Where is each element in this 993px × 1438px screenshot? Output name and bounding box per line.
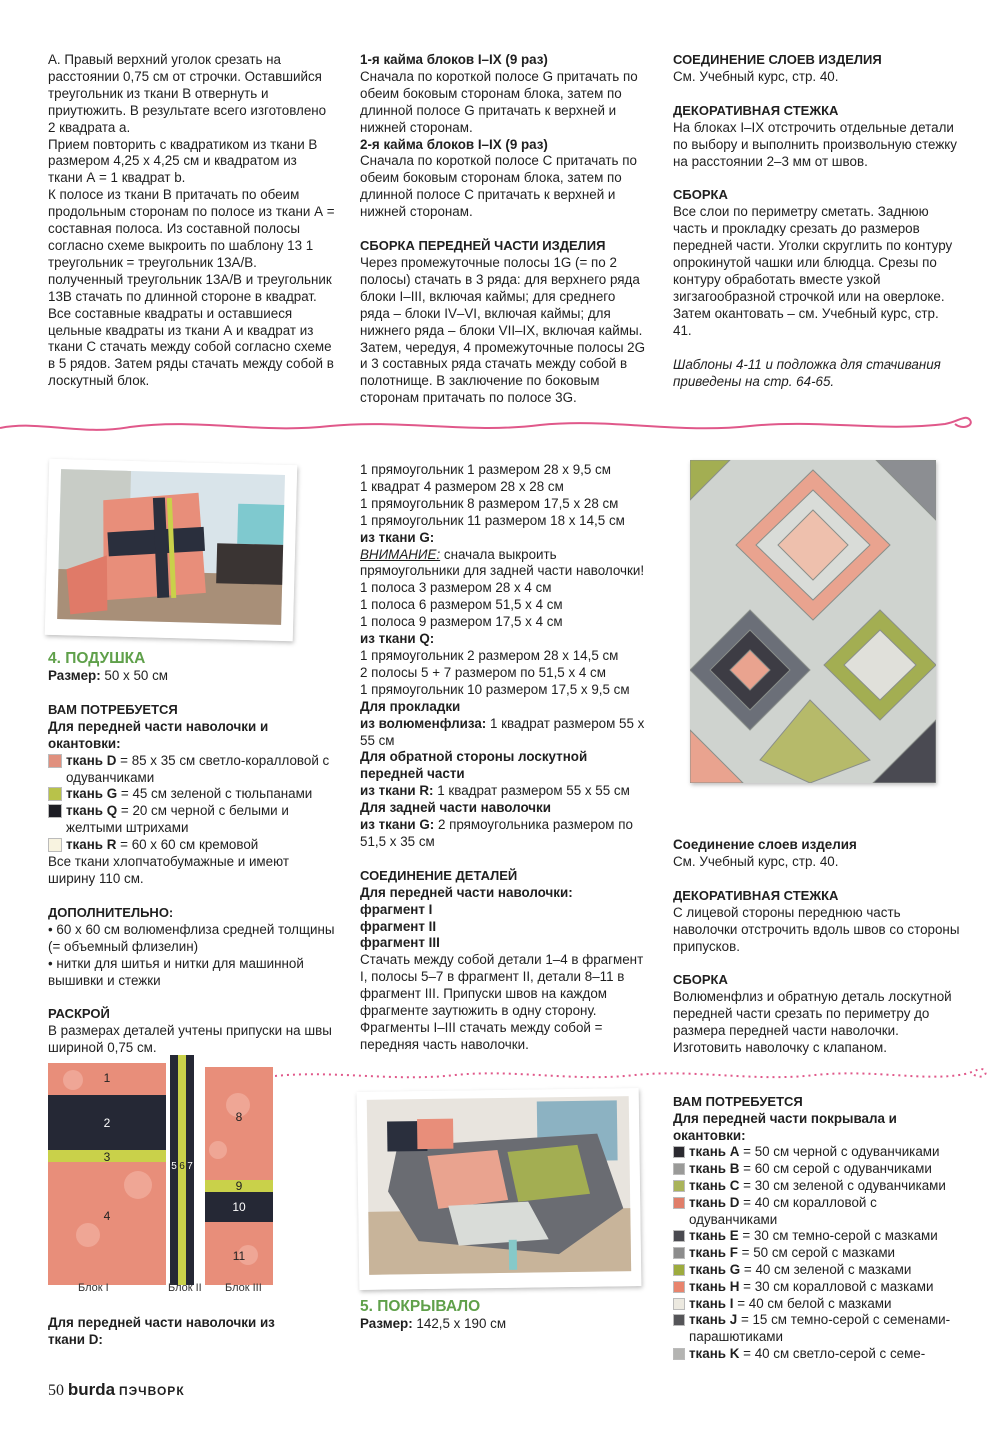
bed-photo <box>357 1088 642 1290</box>
cut-source: из ткани G: <box>360 817 435 833</box>
size-value: 142,5 х 190 см <box>416 1316 507 1331</box>
page-number: 50 <box>48 1382 64 1399</box>
fabric-name: ткань R <box>66 837 117 853</box>
swatch-fabric-g <box>48 787 62 801</box>
diagram-number: 8 <box>235 1110 243 1124</box>
fabric-name: ткань G <box>689 1261 741 1277</box>
join-subhead: Для передней части наволочки: <box>360 884 573 900</box>
join-text: См. Учебный курс, стр. 40. <box>673 68 839 84</box>
fabric-desc: = 40 см зеленой с мазками <box>743 1261 912 1277</box>
quilt-col3 <box>673 1094 963 1363</box>
extra-item: • нитки для шитья и нитки для машинной вышивки и стежки <box>48 955 304 988</box>
front-d-block <box>48 1315 298 1349</box>
diagram-label-block2: Блок II <box>168 1282 202 1294</box>
size-label: Размер: <box>48 668 101 683</box>
cut-line: 1 прямоугольник 8 размером 17,5 х 28 см <box>360 495 619 511</box>
cut-line <box>360 817 650 851</box>
pillow-cutting-diagram <box>48 1055 273 1285</box>
size-value: 50 х 50 см <box>104 668 168 683</box>
cut-subhead: Для обратной стороны лоскутной передней части <box>360 749 588 782</box>
fabric-desc: = 60 х 60 см кремовой <box>120 837 259 853</box>
fabric-row <box>48 803 338 837</box>
wavy-divider <box>275 1062 993 1088</box>
assembly-heading: СБОРКА <box>673 972 728 988</box>
stitch-text: На блоках I–IX отстрочить отдельные детали по выбору и выполнить произвольную стежку на расстоянии 2–3 мм от швов. <box>673 119 958 169</box>
paragraph: А. Правый верхний уголок срезать на расстоянии 0,75 см от строчки. Оставшийся треугольник из ткани В отвернуть и приутюжить. В результате всего изготовлено 2 квадрата а. <box>48 52 327 135</box>
quilt-photo <box>690 460 936 783</box>
paragraph: К полосе из ткани В притачать по обеим продольным сторонам по полосе из ткани А = составная полоса. Из составной полосы согласно схеме выкроить по шаблону 13 1 треугольник = треугольник 13А/В. полученный треугольник 13А/В и треугольник 13В стачать по длинной стороне в квадрат. <box>48 187 335 304</box>
swatch-fabric-f <box>673 1247 685 1259</box>
quilt-title-block <box>360 1297 640 1333</box>
fabric-desc: = 30 см коралловой с мазками <box>743 1278 934 1294</box>
swatch-fabric-g <box>673 1264 685 1276</box>
pillow-photo <box>45 459 298 641</box>
cut-detail: 2 прямоугольника размером по 51,5 х 35 см <box>360 817 633 849</box>
cut-subhead: из ткани G: <box>360 529 435 545</box>
assembly-text: Все слои по периметру сметать. Заднюю часть и прокладку срезать до размеров передней части. Уголки скруглить по контуру опрокинутой чашки или блюдца. Срезы по контуру обработать вместе узкой зигзагообразной строчкой или на оверлоке. Затем окантовать – см. Учебный курс, стр. 41. <box>673 204 953 338</box>
size-label: Размер: <box>360 1316 413 1331</box>
cut-detail: 1 квадрат размером 55 х 55 см <box>360 715 645 748</box>
cut-source: из волюменфлиза: <box>360 715 487 731</box>
diagram-number: 4 <box>103 1209 111 1223</box>
fabric-name: ткань E <box>689 1228 739 1244</box>
fabric-name: ткань Q <box>66 803 118 819</box>
diagram-number: 1 <box>103 1071 111 1085</box>
assembly-text: Затем, чередуя, 4 промежуточные полосы 2G и 3 составных ряда стачать между собой в полотнище. В заключение по боковым сторонам притачать по полосе 3G. <box>360 339 646 406</box>
cut-subhead: Для задней части наволочки <box>360 800 551 816</box>
fabric-desc: = 60 см серой с одуванчиками <box>743 1161 932 1177</box>
swatch-fabric-c <box>673 1180 685 1192</box>
swatch-fabric-i <box>673 1298 685 1310</box>
fabric-name: ткань I <box>689 1295 734 1311</box>
col3-top <box>673 52 961 390</box>
fabric-name: ткань A <box>689 1144 740 1160</box>
assembly-heading: СБОРКА <box>673 187 728 203</box>
swatch-fabric-e <box>673 1230 685 1242</box>
stitch-heading: ДЕКОРАТИВНАЯ СТЕЖКА <box>673 887 839 903</box>
assembly-text: Через промежуточные полосы 1G (= по 2 полосы) стачать в 3 ряда: для верхнего ряда блоки I–III, включая каймы; для среднего ряда – блоки IV–VI, включая каймы; для нижнего ряда – блоки VII–IX, включая каймы. <box>360 254 643 338</box>
fabric-desc: = 20 см черной с белыми и желтыми штрихами <box>66 803 289 836</box>
front-heading: Для передней части покрывала и окантовки: <box>673 1110 897 1143</box>
join-text: Стачать между собой детали 1–4 в фрагмент I, полосы 5–7 в фрагмент II, детали 8–11 в фрагмент III. Припуски швов на каждом фрагменте заутюжить в одну сторону. Фрагменты I–III стачать между собой = передняя часть наволочки. <box>360 952 644 1052</box>
fabric-row <box>673 1144 963 1161</box>
diagram-number: 9 <box>235 1179 243 1193</box>
fabric-row <box>673 1161 963 1178</box>
front-d-heading: Для передней части наволочки из ткани D: <box>48 1315 275 1347</box>
page-footer <box>48 1380 185 1400</box>
cut-line: 1 квадрат 4 размером 28 х 28 см <box>360 478 564 494</box>
cut-line: 2 полосы 5 + 7 размером по 51,5 х 4 см <box>360 664 606 680</box>
fabric-name: ткань J <box>689 1312 738 1328</box>
border2-heading: 2-я кайма блоков I–IX (9 раз) <box>360 136 548 152</box>
fabric-row <box>673 1195 963 1229</box>
diagram-number: 5 <box>171 1161 177 1172</box>
fabric-name: ткань K <box>689 1345 740 1361</box>
magazine-name: ПЭЧВОРК <box>119 1384 185 1398</box>
join-heading: Соединение слоев изделия <box>673 837 857 852</box>
fabric-row <box>48 786 338 803</box>
fabric-name: ткань H <box>689 1278 740 1294</box>
swatch-fabric-k <box>673 1348 685 1360</box>
cut-line: 1 прямоугольник 10 размером 17,5 х 9,5 см <box>360 681 630 697</box>
warning-label: ВНИМАНИЕ: <box>360 546 441 562</box>
fabric-row <box>673 1178 963 1195</box>
border2-text: Сначала по короткой полосе С притачать по обеим боковым сторонам блока, затем по длинной полосе С притачать к верхней и нижней сторонам. <box>360 153 637 220</box>
diagram-number: 6 <box>179 1161 185 1172</box>
cut-text: В размерах деталей учтены припуски на швы шириной 0,75 см. <box>48 1023 332 1056</box>
cut-line <box>360 783 650 800</box>
fabric-row <box>48 837 338 854</box>
fabric-desc: = 45 см зеленой с тюльпанами <box>120 786 313 802</box>
stitch-text: С лицевой стороны переднюю часть наволочки отстрочить вдоль швов со стороны припусков. <box>673 904 960 954</box>
fragment-label: фрагмент II <box>360 918 437 934</box>
fabric-name: ткань D <box>689 1194 740 1210</box>
join-heading: СОЕДИНЕНИЕ СЛОЕВ ИЗДЕЛИЯ <box>673 52 882 67</box>
diagram-label-block3: Блок III <box>225 1282 262 1294</box>
join-text: См. Учебный курс, стр. 40. <box>673 853 839 869</box>
fabric-desc: = 85 х 35 см светло-коралловой с одуванчиками <box>66 752 330 785</box>
assembly-heading: СБОРКА ПЕРЕДНЕЙ ЧАСТИ ИЗДЕЛИЯ <box>360 238 606 254</box>
assembly-text: Волюменфлиз и обратную деталь лоскутной передней части срезать по периметру до размера передней части наволочки. Изготовить наволочку с клапаном. <box>673 989 952 1056</box>
paragraph: Все составные квадраты и оставшиеся цельные квадраты из ткани А и квадрат из ткани С стачать между собой согласно схеме в 5 рядов. Затем ряды стачать между собой в лоскутный блок. <box>48 305 334 389</box>
warning-line <box>360 547 650 581</box>
fabric-desc: = 30 см темно-серой с мазками <box>742 1228 938 1244</box>
pillow-col1 <box>48 649 338 1057</box>
cut-line <box>360 716 650 750</box>
swatch-fabric-h <box>673 1281 685 1293</box>
fabric-row <box>673 1279 963 1296</box>
fabric-desc: = 50 см черной с одуванчиками <box>743 1144 940 1160</box>
pillow-col2 <box>360 462 650 1054</box>
fabric-name: ткань C <box>689 1177 740 1193</box>
border1-heading: 1-я кайма блоков I–IX (9 раз) <box>360 52 548 67</box>
cotton-note: Все ткани хлопчатобумажные и имеют ширину 110 см. <box>48 854 289 886</box>
cut-line: 1 полоса 3 размером 28 х 4 см <box>360 580 552 596</box>
cut-line: 1 прямоугольник 1 размером 28 х 9,5 см <box>360 462 611 477</box>
swatch-fabric-a <box>673 1146 685 1158</box>
pillow-col3 <box>673 837 963 1057</box>
col2-top <box>360 52 648 407</box>
fabric-desc: = 40 см белой с мазками <box>737 1295 892 1311</box>
fabric-desc: = 40 см коралловой с одуванчиками <box>689 1194 877 1227</box>
diagram-number: 2 <box>103 1116 111 1130</box>
swatch-fabric-b <box>673 1163 685 1175</box>
swatch-fabric-d <box>673 1197 685 1209</box>
fabric-row <box>673 1346 963 1363</box>
fabric-row <box>48 753 338 787</box>
swatch-fabric-r <box>48 838 62 852</box>
swatch-fabric-j <box>673 1314 685 1326</box>
pillow-title: 4. ПОДУШКА <box>48 650 146 667</box>
templates-note: Шаблоны 4-11 и подложка для стачивания приведены на стр. 64-65. <box>673 356 941 389</box>
fabric-row <box>673 1312 963 1346</box>
diagram-number: 10 <box>232 1200 246 1214</box>
fabric-row <box>673 1228 963 1245</box>
warning-text: сначала выкроить прямоугольники для задней части наволочки! <box>360 546 645 579</box>
border1-text: Сначала по короткой полосе G притачать по обеим боковым сторонам блока, затем по длинной полосе G притачать к верхней и нижней сторонам. <box>360 68 638 135</box>
fabric-desc: = 50 см серой с мазками <box>741 1245 896 1261</box>
stitch-heading: ДЕКОРАТИВНАЯ СТЕЖКА <box>673 102 839 118</box>
cut-subhead: из ткани Q: <box>360 631 435 647</box>
wavy-divider <box>0 410 993 440</box>
fabric-row <box>673 1296 963 1313</box>
need-heading: ВАМ ПОТРЕБУЕТСЯ <box>673 1094 803 1109</box>
cut-detail: 1 квадрат размером 55 х 55 см <box>433 783 630 799</box>
cut-line: 1 полоса 9 размером 17,5 х 4 см <box>360 614 563 630</box>
brand-logo: burda <box>67 1380 116 1399</box>
fabric-name: ткань G <box>66 786 118 802</box>
diagram-number: 7 <box>187 1161 193 1172</box>
diagram-number: 11 <box>232 1249 246 1263</box>
fragment-label: фрагмент III <box>360 935 440 951</box>
extra-heading: ДОПОЛНИТЕЛЬНО: <box>48 904 174 920</box>
diagram-label-block1: Блок I <box>78 1282 109 1294</box>
col1-top <box>48 52 335 390</box>
fragment-label: фрагмент I <box>360 901 433 917</box>
fabric-name: ткань D <box>66 752 117 768</box>
fabric-desc: = 40 см светло-серой с семе- <box>743 1345 926 1361</box>
fabric-row <box>673 1245 963 1262</box>
extra-item: • 60 х 60 см волюменфлиза средней толщины (= объемный флизелин) <box>48 921 335 954</box>
cut-line: 1 полоса 6 размером 51,5 х 4 см <box>360 597 563 613</box>
fabric-desc: = 30 см зеленой с одуванчиками <box>743 1177 946 1193</box>
cut-subhead: Для прокладки <box>360 698 461 714</box>
cut-source: из ткани R: <box>360 783 434 799</box>
cut-line: 1 прямоугольник 11 размером 18 х 14,5 см <box>360 512 625 528</box>
swatch-fabric-q <box>48 804 62 818</box>
diagram-number: 3 <box>103 1150 111 1164</box>
quilt-title: 5. ПОКРЫВАЛО <box>360 1298 481 1315</box>
need-heading: ВАМ ПОТРЕБУЕТСЯ <box>48 701 178 717</box>
fabric-name: ткань F <box>689 1245 738 1261</box>
fabric-desc: = 15 см темно-серой с семенами-парашютиками <box>689 1312 951 1345</box>
fabric-name: ткань B <box>689 1161 740 1177</box>
join-heading: СОЕДИНЕНИЕ ДЕТАЛЕЙ <box>360 867 518 883</box>
cut-line: 1 прямоугольник 2 размером 28 х 14,5 см <box>360 647 619 663</box>
paragraph: Прием повторить с квадратиком из ткани В размером 4,25 х 4,25 см и квадратом из ткани А = 1 квадрат b. <box>48 136 318 186</box>
swatch-fabric-d <box>48 754 62 768</box>
fabric-row <box>673 1262 963 1279</box>
cut-heading: РАСКРОЙ <box>48 1006 110 1022</box>
front-heading: Для передней части наволочки и окантовки: <box>48 718 269 751</box>
